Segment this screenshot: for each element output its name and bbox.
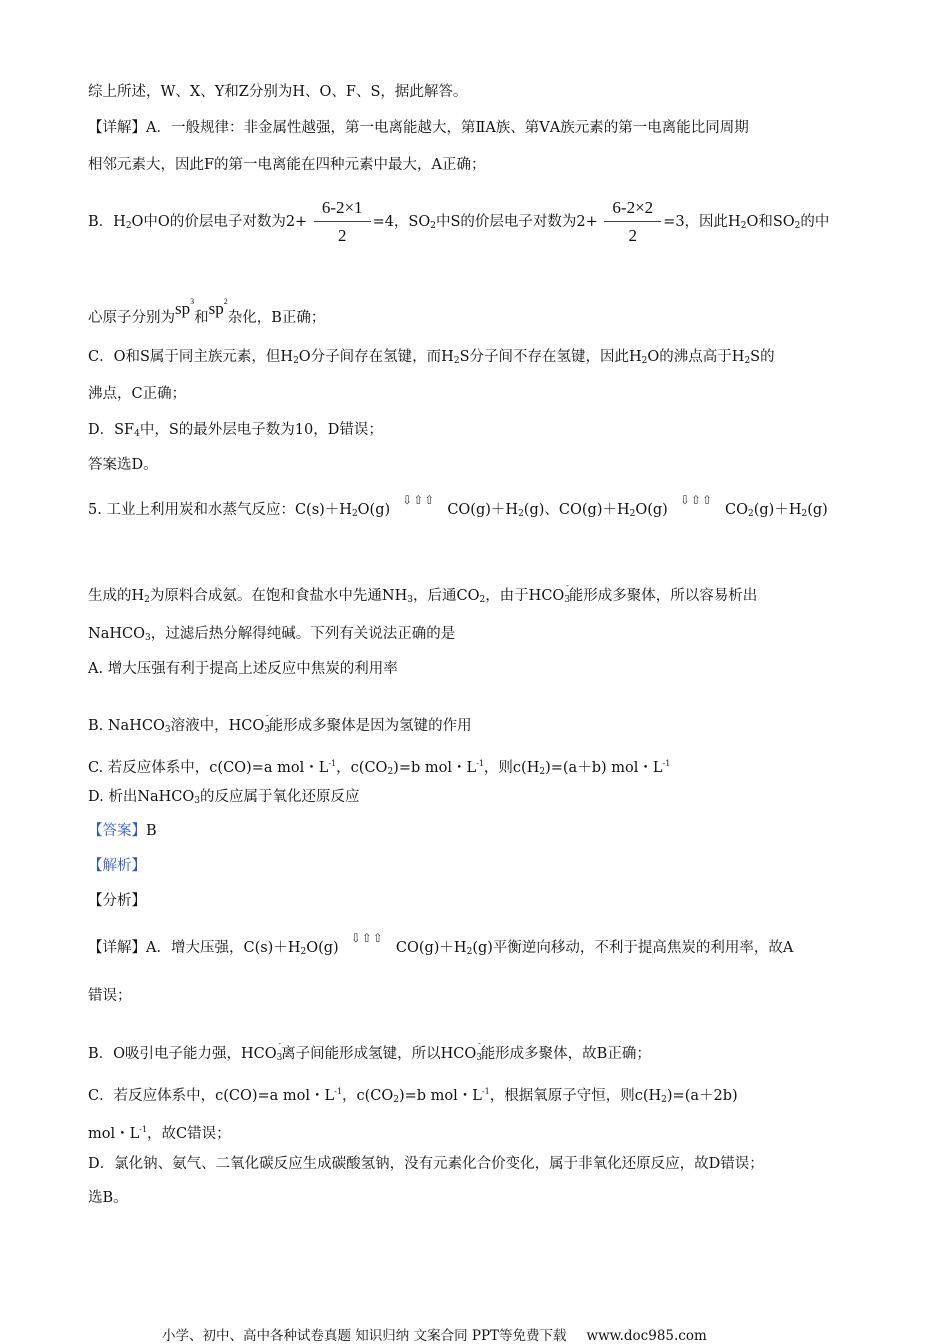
equilibrium-arrow-icon: ⇩⇧⇧: [679, 493, 714, 507]
analysis-label: 【解析】: [88, 858, 146, 874]
sp3-label: $sp^3$: [175, 297, 195, 318]
text-line-fractions: B．$H_2O$中O的价层电子对数为2+ $\frac{6-2\times 1}{2}$ =4，$SO_2$中S的价层电子对数为2+ $\frac{6-2\times 2}{2}$ =3，因此$H_2O$和$SO_2$的中: [88, 198, 830, 245]
text-line: C．若反应体系中，c(CO)=a mol・$L^{-1}$，$c(CO_2)=b$ mol・$L^{-1}$，根据氧原子守恒，则$c(H_2)=(a+2b)$: [88, 1087, 738, 1105]
answer-line: [88, 821, 157, 841]
question-stem: 生成的$H_2$为原料合成氨。在饱和食盐水中先通$NH_3$，后通$CO_2$，由于$HCO_3^-$能形成多聚体，所以容易析出: [88, 581, 758, 605]
question-stem: NaHCO$_3$，过滤后热分解得纯碱。下列有关说法正确的是: [88, 626, 456, 643]
text-line: 选B。: [88, 1190, 128, 1206]
text-line: 【详解】A．增大压强，$C(s)+H_2O(g)⇩⇧⇧CO(g)+H_2(g)$平衡逆向移动，不利于提高焦炭的利用率，故A: [88, 938, 793, 962]
equilibrium-arrow-icon: ⇩⇧⇧: [350, 931, 384, 945]
text-line: B．O吸引电子能力强，$HCO_3^-$离子间能形成氢键，所以$HCO_3^-$能形成多聚体，故B正确；: [88, 1039, 651, 1063]
analysis-subheading: 【分析】: [88, 893, 146, 909]
text-line: D．$SF_4$中，S的最外层电子数为10，D错误；: [88, 422, 383, 439]
option-c: C. 若反应体系中，c(CO)=a mol・$L^{-1}$，$c(CO_2)=b$ mol・$L^{-1}$，则$c(H_2)=(a+b)$ mol・$L^{-1}$: [88, 759, 671, 777]
equilibrium-arrow-icon: ⇩⇧⇧: [402, 493, 436, 507]
text-line: mol・$L^{-1}$，故C错误；: [88, 1125, 231, 1142]
fraction-2: $\frac{6-2\times 2}{2}$: [604, 198, 661, 246]
sp2-label: $sp^2$: [208, 297, 228, 318]
text-line: 心原子分别为$sp^3$和$sp^2$杂化，B正确；: [88, 297, 326, 326]
footer-site-link[interactable]: www.doc985.com: [586, 1328, 707, 1344]
text-line: 【详解】A．一般规律：非金属性越强，第一电离能越大，第ⅡA族、第ⅤA族元素的第一电离能比同周期: [88, 120, 749, 136]
option-d: D. 析出NaHCO$_3$的反应属于氧化还原反应: [88, 789, 360, 806]
text-line: 相邻元素大，因此F的第一电离能在四种元素中最大，A正确；: [88, 157, 486, 173]
text-line: 综上所述，W、X、Y和Z分别为H、O、F、S，据此解答。: [88, 84, 468, 100]
page-footer: [162, 1324, 707, 1344]
text-line: C．O和S属于同主族元素，但$H_2O$分子间存在氢键，而$H_2S$分子间不存在氢键，因此$H_2O$的沸点高于$H_2S$的: [88, 349, 775, 366]
option-b: B. NaHCO$_3$溶液中，$HCO_3^-$能形成多聚体是因为氢键的作用: [88, 711, 472, 735]
answer-value: B: [146, 823, 157, 839]
text-line: 沸点，C正确；: [88, 386, 187, 402]
answer-label: 【答案】: [88, 823, 146, 839]
fraction-1: $\frac{6-2\times 1}{2}$: [314, 198, 371, 246]
footer-text: 小学、初中、高中各种试卷真题 知识归纳 文案合同 PPT等免费下载: [162, 1328, 567, 1344]
text-line: 答案选D。: [88, 457, 158, 473]
text-line: D．氯化钠、氨气、二氧化碳反应生成碳酸氢钠，没有元素化合价变化，属于非氧化还原反应，故D错误；: [88, 1156, 764, 1172]
question-stem: 5. 工业上利用炭和水蒸气反应：$C(s)+H_2O(g)⇩⇧⇧CO(g)+H_2(g)$、$CO(g)+H_2O(g)⇩⇧⇧CO_2(g)+H_2(g)$: [88, 500, 828, 524]
option-a: A. 增大压强有利于提高上述反应中焦炭的利用率: [88, 661, 398, 677]
text-line: 错误；: [88, 988, 132, 1004]
